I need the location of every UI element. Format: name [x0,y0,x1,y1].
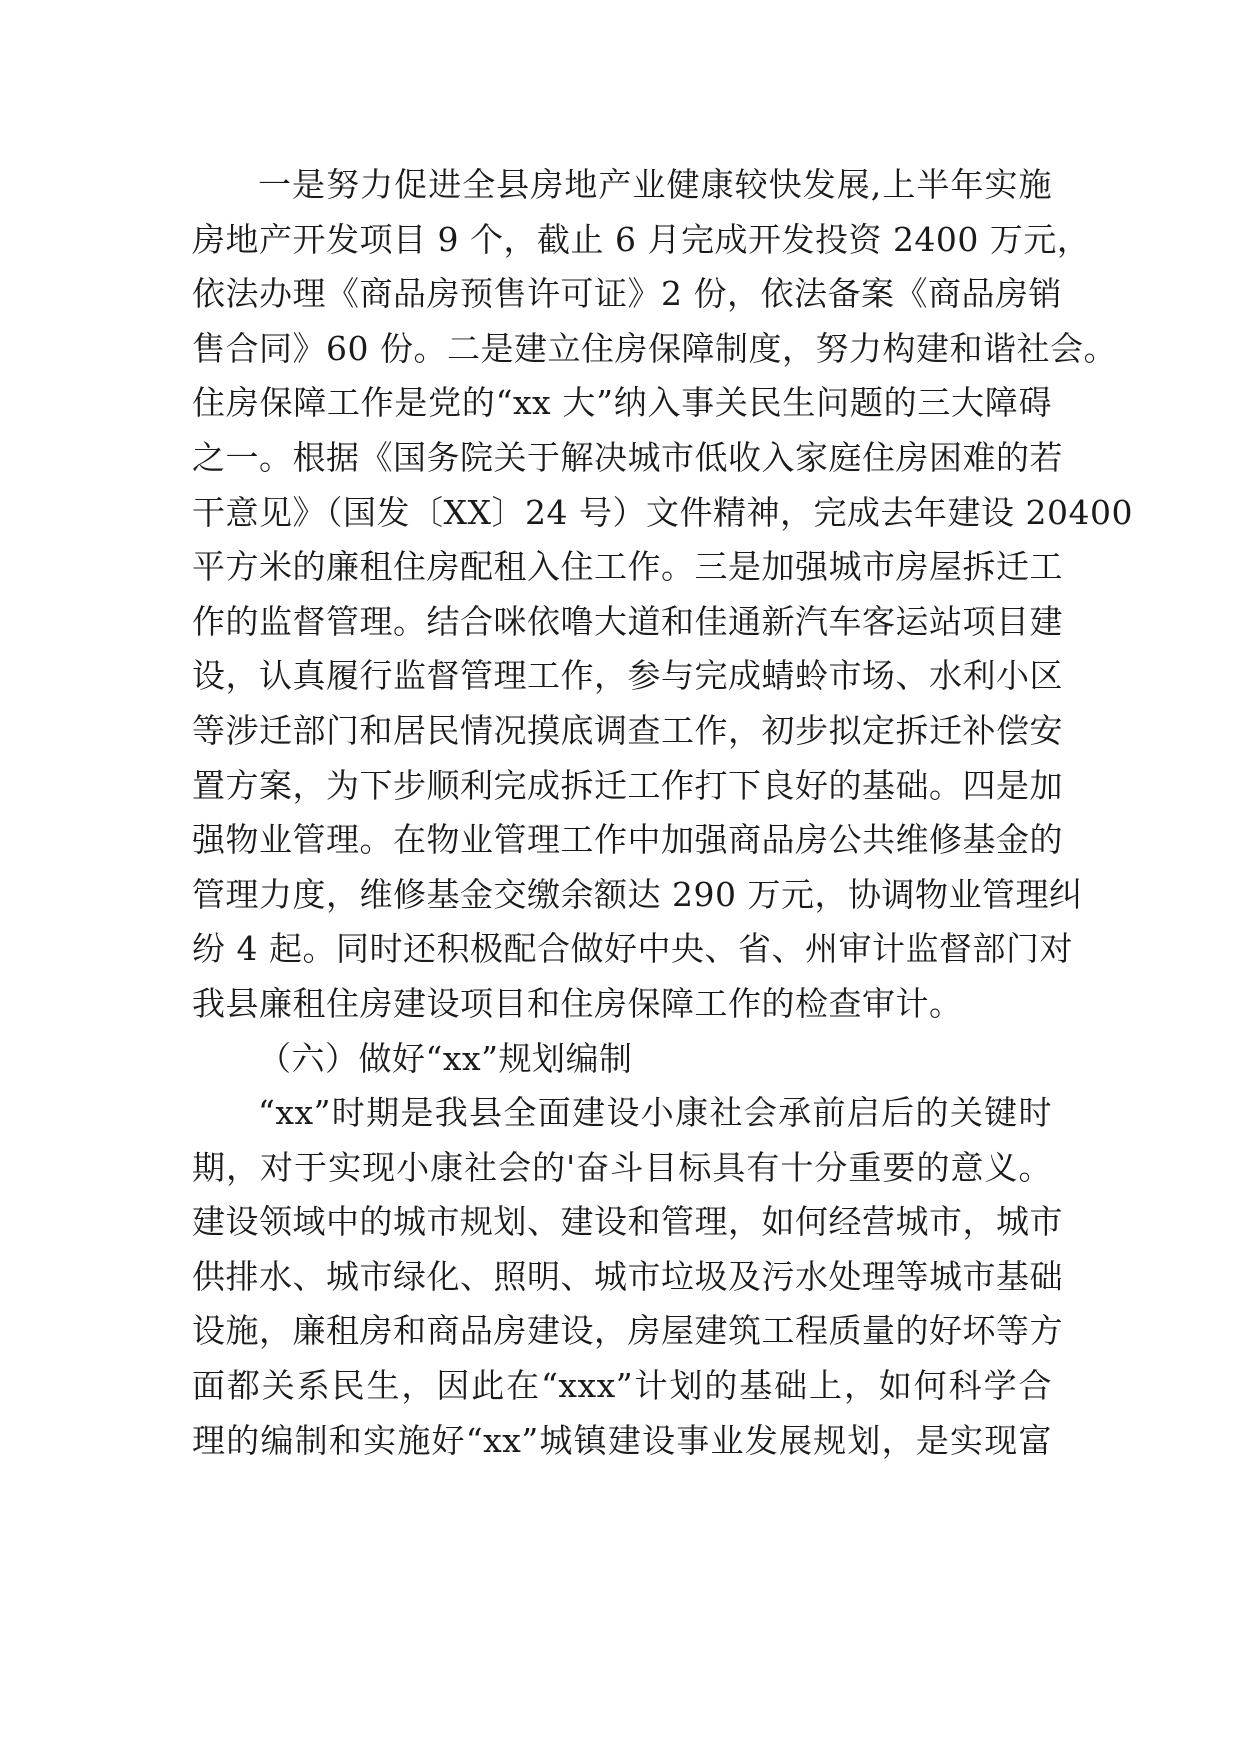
text-line: 住房保障工作是党的“xx 大”纳入事关民生问题的三大障碍 [192,383,1052,423]
text-line: 房地产开发项目 9 个，截止 6 月完成开发投资 2400 万元， [192,219,1091,259]
text-line: 设施，廉租房和商品房建设，房屋建筑工程质量的好坏等方 [192,1311,1063,1351]
text-line: 售合同》60 份。二是建立住房保障制度，努力构建和谐社会。 [192,328,1117,368]
text-line: 纷 4 起。同时还积极配合做好中央、省、州审计监督部门对 [192,929,1073,969]
text-line: 置方案，为下步顺利完成拆迁工作打下良好的基础。四是加 [192,765,1063,805]
text-line: 理的编制和实施好“xx”城镇建设事业发展规划，是实现富 [192,1420,1052,1460]
text-line: 面都关系民生，因此在“xxx”计划的基础上，如何科学合 [192,1366,1052,1406]
document-body [192,158,1133,1468]
text-line: 一是努力促进全县房地产业健康较快发展,上半年实施 [258,165,1052,204]
text-line: 干意见》（国发〔XX〕24 号）文件精神，完成去年建设 20400 [192,492,1133,532]
text-line: 依法办理《商品房预售许可证》2 份，依法备案《商品房销 [192,274,1062,314]
text-line: 设，认真履行监督管理工作，参与完成蜻蛉市场、水利小区 [192,656,1063,696]
text-line: 管理力度，维修基金交缴余额达 290 万元，协调物业管理纠 [192,874,1083,914]
text-line: “xx”时期是我县全面建设小康社会承前启后的关键时 [258,1093,1052,1133]
text-line: 建设领域中的城市规划、建设和管理，如何经营城市，城市 [192,1202,1063,1242]
text-line: 平方米的廉租住房配租入住工作。三是加强城市房屋拆迁工 [192,547,1063,587]
text-line: 期，对于实现小康社会的'奋斗目标具有十分重要的意义。 [192,1147,1052,1187]
text-line: 我县廉租住房建设项目和住房保障工作的检查审计。 [192,983,963,1023]
section-heading: （六）做好“xx”规划编制 [258,1038,633,1078]
text-line: 供排水、城市绿化、照明、城市垃圾及污水处理等城市基础 [192,1256,1063,1296]
text-line: 作的监督管理。结合咪依噜大道和佳通新汽车客运站项目建 [192,601,1063,641]
text-line: 等涉迁部门和居民情况摸底调查工作，初步拟定拆迁补偿安 [192,710,1063,750]
text-line: 强物业管理。在物业管理工作中加强商品房公共维修基金的 [192,820,1063,860]
text-line: 之一。根据《国务院关于解决城市低收入家庭住房困难的若 [192,437,1063,477]
